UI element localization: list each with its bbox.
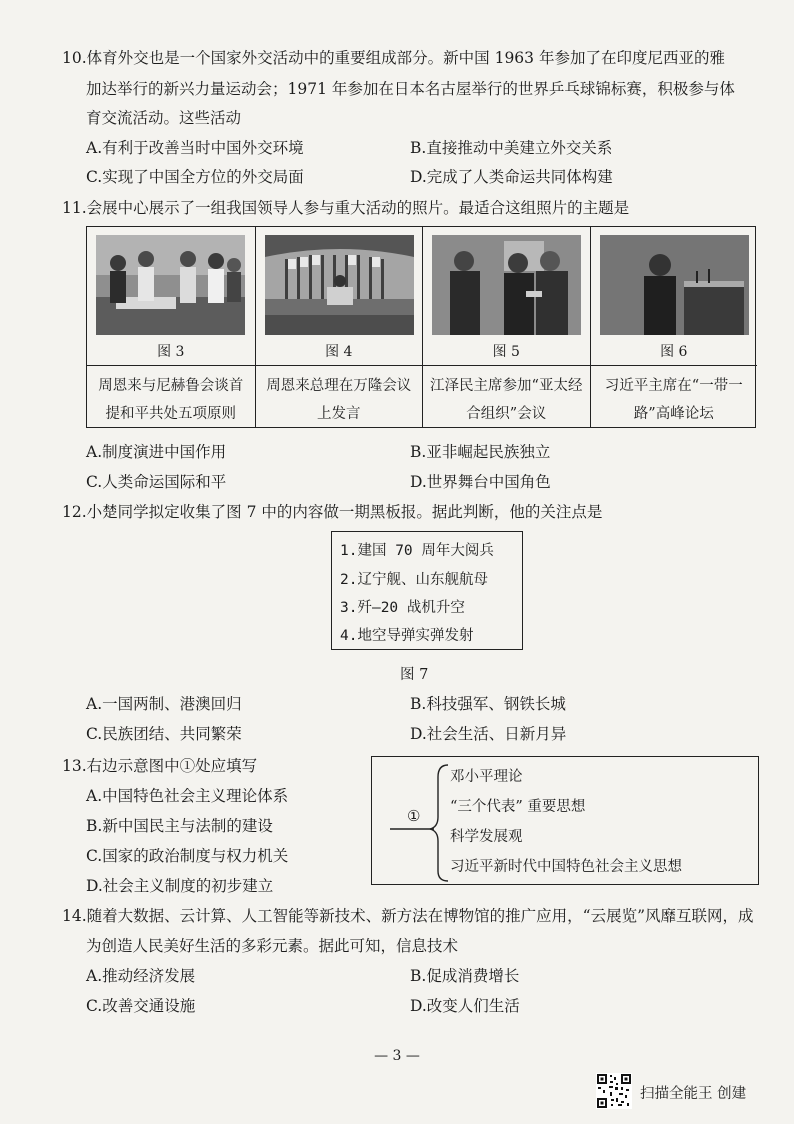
q14-stem-line2: 为创造人民美好生活的多彩元素。据此可知，信息技术 (86, 937, 459, 955)
scanner-watermark (596, 1073, 786, 1113)
circled-one-marker: ① (407, 807, 421, 825)
fig4-caption: 周恩来总理在万隆会议上发言 (266, 378, 412, 422)
q13-option-b: B.新中国民主与法制的建设 (86, 817, 273, 835)
fig5-label: 图 5 (492, 344, 520, 360)
schema-item-3: 科学发展观 (450, 829, 523, 845)
q11-stem: 11.会展中心展示了一组我国领导人参与重大活动的照片。最适合这组照片的主题是 (62, 199, 630, 217)
fig6-caption: 习近平主席在“一带一路”高峰论坛 (604, 378, 743, 422)
q14-option-d: D.改变人们生活 (410, 997, 520, 1015)
q14-option-b: B.促成消费增长 (410, 967, 520, 985)
fig7-box (331, 531, 523, 650)
fig7-item-3: 3.歼—20 战机升空 (340, 600, 465, 616)
fig7-item-4: 4.地空导弹实弹发射 (340, 628, 474, 644)
photo-cell-fig3 (87, 227, 255, 427)
fig7-item-1: 1.建国 70 周年大阅兵 (340, 543, 494, 559)
q12-option-a: A.一国两制、港澳回归 (86, 695, 242, 713)
fig4-label: 图 4 (325, 344, 353, 360)
q11-option-a: A.制度演进中国作用 (86, 443, 227, 461)
fig3-caption: 周恩来与尼赫鲁会谈首提和平共处五项原则 (98, 378, 244, 422)
q13-option-c: C.国家的政治制度与权力机关 (86, 847, 289, 865)
qr-code-icon (596, 1073, 632, 1109)
fig7-item-2: 2.辽宁舰、山东舰航母 (340, 572, 488, 588)
q12-option-c: C.民族团结、共同繁荣 (86, 725, 242, 743)
photo-fig4 (265, 235, 414, 335)
q14-stem-line1: 14.随着大数据、云计算、人工智能等新技术、新方法在博物馆的推广应用，“云展览”风靡互联网，成 (62, 907, 754, 925)
q10-stem-line1: 10.体育外交也是一个国家外交活动中的重要组成部分。新中国 1963 年参加了在印度尼西亚的雅 (62, 49, 725, 67)
schema-item-4: 习近平新时代中国特色社会主义思想 (450, 859, 682, 875)
schema-item-1: 邓小平理论 (450, 769, 523, 785)
q10-option-c: C.实现了中国全方位的外交局面 (86, 168, 304, 186)
fig7-label: 图 7 (400, 667, 429, 683)
photo-table (86, 226, 756, 428)
page-number: — 3 — (374, 1048, 420, 1064)
schema-diagram (371, 756, 759, 885)
fig3-label: 图 3 (157, 344, 185, 360)
q10-stem-line2: 加达举行的新兴力量运动会；1971 年参加在日本名古屋举行的世界乒乓球锦标赛，积极参与体 (86, 80, 735, 98)
photo-cell-fig4 (255, 227, 423, 427)
q11-option-d: D.世界舞台中国角色 (410, 473, 551, 491)
q14-option-a: A.推动经济发展 (86, 967, 196, 985)
q12-option-d: D.社会生活、日新月异 (410, 725, 567, 743)
photo-fig3 (96, 235, 245, 335)
q11-option-c: C.人类命运国际和平 (86, 473, 227, 491)
q10-option-a: A.有利于改善当时中国外交环境 (86, 139, 304, 157)
q13-option-d: D.社会主义制度的初步建立 (86, 877, 274, 895)
photo-fig6 (600, 235, 749, 335)
fig6-label: 图 6 (660, 344, 688, 360)
q12-stem: 12.小楚同学拟定收集了图 7 中的内容做一期黑板报。据此判断，他的关注点是 (62, 503, 603, 521)
schema-item-2: “三个代表” 重要思想 (450, 799, 586, 815)
fig5-caption: 江泽民主席参加“亚太经合组织”会议 (430, 378, 583, 422)
photo-fig5 (432, 235, 581, 335)
q14-option-c: C.改善交通设施 (86, 997, 196, 1015)
scanner-watermark-text: 扫描全能王 创建 (640, 1086, 747, 1102)
q10-option-d: D.完成了人类命运共同体构建 (410, 168, 613, 186)
q13-option-a: A.中国特色社会主义理论体系 (86, 787, 289, 805)
photo-cell-fig5 (422, 227, 590, 427)
q10-stem-line3: 育交流活动。这些活动 (86, 109, 242, 127)
q11-option-b: B.亚非崛起民族独立 (410, 443, 551, 461)
photo-cell-fig6 (590, 227, 758, 427)
q13-stem: 13.右边示意图中①处应填写 (62, 757, 258, 775)
q12-option-b: B.科技强军、钢铁长城 (410, 695, 566, 713)
q10-option-b: B.直接推动中美建立外交关系 (410, 139, 613, 157)
